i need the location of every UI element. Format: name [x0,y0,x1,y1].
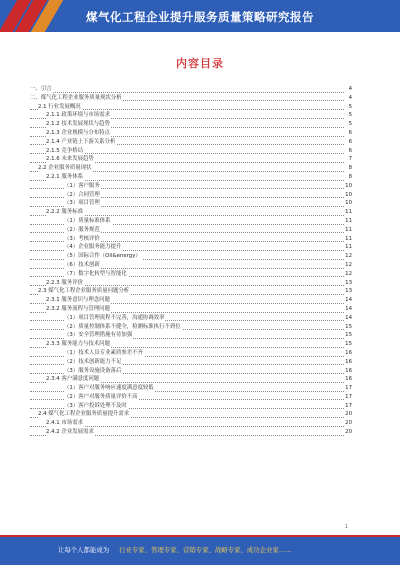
toc-entry-page: 8 [344,164,352,173]
toc-entry-page: 17 [345,393,352,400]
toc-entry-label: （2）服务规范 [64,226,100,233]
toc-entry-label: （1）客户服务 [64,182,100,189]
footer-slogan-lead: 让每个人都能成为 [58,546,110,554]
toc-entry[interactable] [30,279,352,288]
toc-entry[interactable] [30,428,352,437]
toc-entry-label: 一、引言 [30,86,52,92]
toc-entry-label: 2.3.1 服务意识与理念问题 [46,297,110,304]
toc-entry-page: 5 [344,120,352,129]
toc-entry-page: 20 [345,429,352,436]
toc-entry[interactable] [30,358,352,367]
toc-entry[interactable] [30,340,352,349]
footer-slogan-tags: 行业专家、管理专家、营销专家、战略专家、成功企业家…… [119,546,292,554]
toc-entry-page: 11 [345,235,352,242]
toc-entry-label: 2.4.1 市场需求 [46,420,83,427]
toc-entry[interactable] [30,261,352,270]
toc-entry-label: 2.1.6 未来发展趋势 [46,156,94,163]
toc-entry-label: 2.4 煤气化工程企业服务质量提升需求 [38,411,130,418]
toc-entry-label: 2.3 煤气化工程企业服务质量问题分析 [38,288,130,295]
toc-entry[interactable] [30,305,352,314]
toc-title: 内容目录 [176,57,224,70]
toc-entry-label: （2）技术创新能力不足 [64,358,122,365]
toc-entry-page: 17 [345,402,352,409]
toc-entry-label: 2.1.4 产业链上下游关系分析 [46,138,116,145]
toc-leader-dots [30,85,344,93]
toc-entry-label: （5）国际合作（Oil&energy） [64,253,141,260]
toc-entry[interactable] [30,331,352,340]
toc-entry[interactable] [30,129,352,138]
toc-entry[interactable] [30,147,352,156]
toc-entry-label: 2.3.2 服务流程与管理问题 [46,305,110,312]
toc-entry[interactable] [30,120,352,129]
toc-entry-label: 2.2.1 服务体系 [46,173,83,180]
page-number: 1 [344,524,348,530]
toc-entry[interactable] [30,235,352,244]
toc-entry-page: 15 [345,323,352,330]
toc-entry-label: （3）安全管理措施有待加强 [64,332,133,339]
footer-slogan [58,545,292,554]
toc-entry-label: （7）数字化转型与智能化 [64,270,127,277]
toc-entry-page: 6 [344,147,352,156]
toc-entry[interactable] [30,138,352,147]
toc-entry[interactable] [30,410,352,419]
toc-entry[interactable] [30,323,352,332]
toc-entry-page: 6 [344,138,352,147]
toc-entry-page: 16 [345,349,352,356]
toc-entry-label: （1）客户对服务响应速度满意度较低 [64,385,154,392]
toc-entry-page: 14 [345,297,352,304]
toc-entry[interactable] [30,94,352,103]
toc-entry-page: 6 [344,129,352,138]
toc-entry[interactable] [30,287,352,296]
toc-entry[interactable] [30,199,352,208]
toc-entry-page: 8 [344,173,352,182]
toc-entry[interactable] [30,367,352,376]
toc-entry[interactable] [30,384,352,393]
toc-entry[interactable] [30,270,352,279]
toc-entry[interactable] [30,314,352,323]
toc-entry-label: （3）服务设施设备落后 [64,367,122,374]
toc-entry[interactable] [30,173,352,182]
toc-entry[interactable] [30,402,352,411]
toc-entry-label: （3）项目管理 [64,200,100,207]
toc-entry-page: 13 [345,288,352,295]
toc-entry-label: 2.2.3 服务评价 [46,279,83,286]
toc-entry-label: （3）考核评价 [64,235,100,242]
header-bar [0,0,400,32]
toc-entry-label: 2.1.1 政策环境与市场需求 [46,112,110,119]
toc-entry-page: 20 [345,420,352,427]
toc-entry-page: 16 [345,367,352,374]
toc-entry-page: 10 [345,182,352,189]
toc-entry-page: 10 [345,191,352,198]
toc-entry-page: 16 [345,358,352,365]
toc-entry-label: （2）客户对服务质量评价不高 [64,393,138,400]
toc-entry-label: （2）合同管理 [64,191,100,198]
toc-entry-page: 5 [344,103,352,112]
toc-entry-page: 17 [345,385,352,392]
toc-entry-page: 4 [344,85,352,94]
toc-entry-page: 7 [344,155,352,164]
toc-entry[interactable] [30,252,352,261]
toc-entry-label: （1）项目管理流程不完善，沟通协调效率 [64,314,165,321]
toc-entry-label: 2.4.2 企业发展需求 [46,429,94,436]
toc-entry[interactable] [30,419,352,428]
toc-entry-page: 10 [345,200,352,207]
toc-entry-page: 13 [345,279,352,286]
toc-entry[interactable] [30,296,352,305]
toc-entry-page: 5 [344,111,352,120]
toc-entry[interactable] [30,191,352,200]
toc-entry-page: 12 [345,270,352,277]
toc-entry-page: 20 [345,411,352,418]
toc-entry[interactable] [30,155,352,164]
toc-entry[interactable] [30,111,352,120]
toc-entry-page: 16 [345,376,352,383]
toc-entry-label: （2）质量控制体系不健全，检测标准执行不到位 [64,323,181,330]
toc-entry-page: 15 [345,341,352,348]
toc-entry-label: 2.2 企业服务质量现状 [38,165,92,172]
footer-accent-line [0,535,400,537]
toc-entry-label: （4）企业服务能力提升 [64,244,122,251]
toc-entry[interactable] [30,85,352,94]
toc-entry-label: （1）质量标准体系 [64,217,111,224]
table-of-contents [30,85,352,437]
toc-entry-label: （6）技术创新 [64,261,100,268]
toc-entry-label: （1）技术人员专业素质参差不齐 [64,349,143,356]
toc-entry[interactable] [30,208,352,217]
toc-entry-label: 2.1.5 竞争格局 [46,147,83,154]
document-title: 煤气化工程企业提升服务质量策略研究报告 [86,10,314,24]
toc-entry-page: 11 [345,226,352,233]
toc-entry-page: 11 [345,217,352,224]
toc-entry[interactable] [30,375,352,384]
toc-entry-page: 14 [345,305,352,312]
toc-entry[interactable] [30,243,352,252]
toc-entry-page: 11 [345,209,352,216]
toc-entry[interactable] [30,393,352,402]
toc-entry-page: 12 [345,261,352,268]
toc-entry[interactable] [30,349,352,358]
toc-entry-label: 2.1.2 技术发展现状与趋势 [46,121,110,128]
toc-entry-label: 2.1 行业发展概况 [38,103,81,110]
toc-entry[interactable] [30,103,352,112]
toc-entry-label: 2.2.2 服务标准 [46,209,83,216]
toc-entry-page: 4 [344,94,352,103]
toc-entry-label: 2.1.3 企业规模与分布特点 [46,129,110,136]
toc-entry[interactable] [30,217,352,226]
toc-entry-page: 12 [345,253,352,260]
toc-entry[interactable] [30,182,352,191]
toc-entry-page: 14 [345,314,352,321]
toc-entry[interactable] [30,164,352,173]
toc-entry-label: 二、煤气化工程企业服务质量现状分析 [30,94,122,101]
toc-entry[interactable] [30,226,352,235]
toc-entry-page: 15 [345,332,352,339]
toc-entry-label: （3）客户投诉处理不及时 [64,402,127,409]
toc-entry-label: 2.3.4 客户满意度问题 [46,376,100,383]
toc-entry-page: 11 [345,244,352,251]
toc-entry-label: 2.3.3 服务能力与技术问题 [46,341,110,348]
